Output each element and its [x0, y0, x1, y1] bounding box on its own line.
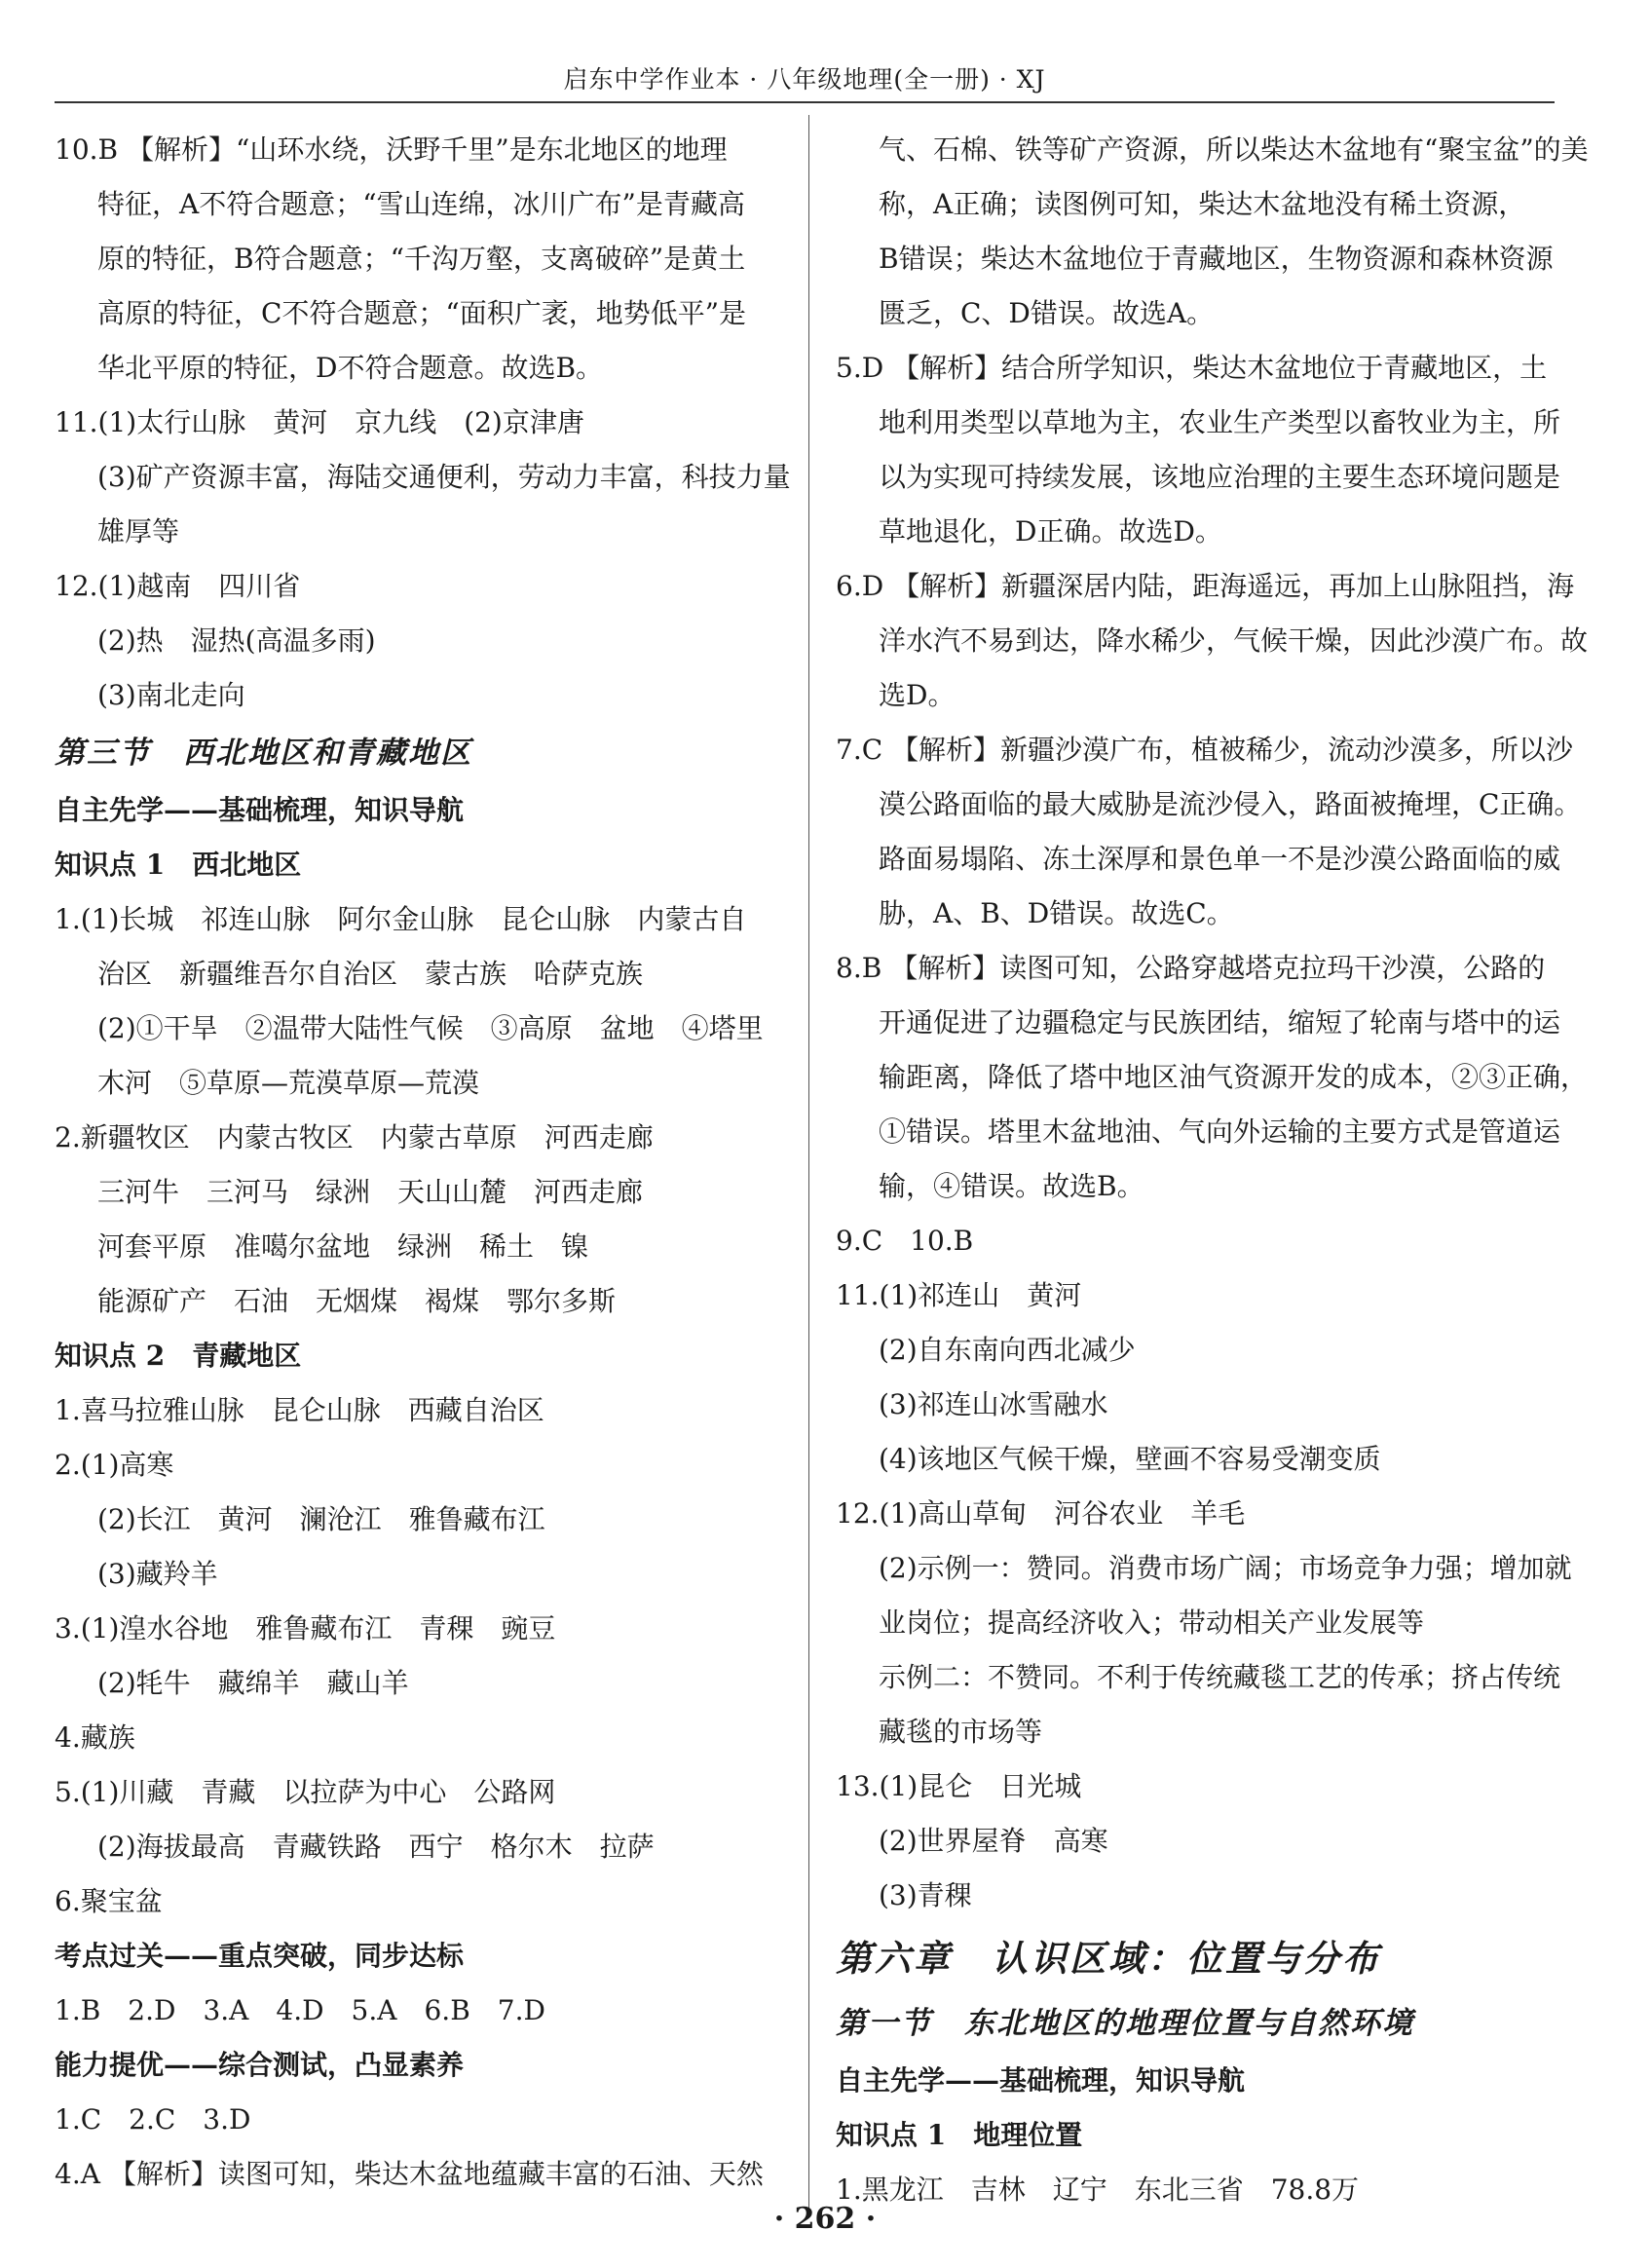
text-line: 木河 ⑤草原—荒漠草原—荒漠: [97, 1067, 480, 1099]
text-line: 开通促进了边疆稳定与民族团结，缩短了轮南与塔中的运: [879, 1006, 1561, 1039]
text-line: (3)祁连山冰雪融水: [879, 1388, 1108, 1420]
subsection-heading: 知识点 1 地理位置: [836, 2119, 1083, 2151]
text-line: 能源矿产 石油 无烟煤 褐煤 鄂尔多斯: [97, 1285, 617, 1317]
text-line: (2)自东南向西北减少: [879, 1334, 1136, 1366]
text-line: 洋水汽不易到达，降水稀少，气候干燥，因此沙漠广布。故: [879, 624, 1589, 657]
left-column: [55, 123, 791, 2202]
text-line: (3)南北走向: [97, 679, 245, 711]
section-heading: 第一节 东北地区的地理位置与自然环境: [836, 2006, 1414, 2041]
text-line: 示例二：不赞同。不利于传统藏毯工艺的传承；挤占传统: [879, 1661, 1561, 1693]
text-line: 胁，A、B、D错误。故选C。: [879, 897, 1234, 929]
text-line: (3)青稞: [879, 1879, 972, 1911]
text-line: 11.(1)祁连山 黄河: [836, 1279, 1082, 1311]
text-line: 华北平原的特征，D不符合题意。故选B。: [97, 352, 604, 384]
text-line: 地利用类型以草地为主，农业生产类型以畜牧业为主，所: [879, 406, 1561, 438]
text-line: (2)示例一：赞同。消费市场广阔；市场竞争力强；增加就: [879, 1552, 1572, 1584]
text-line: (2)热 湿热(高温多雨): [97, 624, 376, 657]
header-rule: [55, 101, 1555, 103]
text-line: (2)长江 黄河 澜沧江 雅鲁藏布江: [97, 1503, 545, 1535]
text-line: (2)牦牛 藏绵羊 藏山羊: [97, 1667, 409, 1699]
text-line: 1.B 2.D 3.A 4.D 5.A 6.B 7.D: [55, 1994, 545, 2026]
text-line: 13.(1)昆仑 日光城: [836, 1770, 1082, 1802]
text-line: 原的特征，B符合题意；“千沟万壑，支离破碎”是黄土: [97, 243, 746, 275]
text-line: 漠公路面临的最大威胁是流沙侵入，路面被掩埋，C正确。: [879, 788, 1582, 820]
text-line: 6.聚宝盆: [55, 1885, 163, 1917]
text-line: 12.(1)高山草甸 河谷农业 羊毛: [836, 1497, 1246, 1530]
subsection-heading: 自主先学——基础梳理，知识导航: [836, 2064, 1246, 2097]
text-line: 气、石棉、铁等矿产资源，所以柴达木盆地有“聚宝盆”的美: [879, 133, 1589, 166]
subsection-heading: 知识点 2 青藏地区: [55, 1340, 302, 1372]
running-header: 启东中学作业本 · 八年级地理(全一册) · XJ: [563, 65, 1046, 94]
text-line: 业岗位；提高经济收入；带动相关产业发展等: [879, 1606, 1425, 1639]
subsection-heading: 考点过关——重点突破，同步达标: [55, 1940, 465, 1972]
section-heading: 第三节 西北地区和青藏地区: [55, 736, 472, 771]
text-line: (4)该地区气候干燥，壁画不容易受潮变质: [879, 1443, 1381, 1475]
text-line: 12.(1)越南 四川省: [55, 570, 301, 602]
text-line: 10.B 【解析】“山环水绕，沃野千里”是东北地区的地理: [55, 133, 728, 166]
subsection-heading: 能力提优——综合测试，凸显素养: [55, 2049, 465, 2081]
text-line: 输，④错误。故选B。: [879, 1170, 1144, 1202]
right-column: [836, 123, 1589, 2217]
text-line: (3)藏羚羊: [97, 1558, 218, 1590]
text-line: 称，A正确；读图例可知，柴达木盆地没有稀土资源，: [879, 188, 1526, 220]
text-line: 2.(1)高寒: [55, 1449, 174, 1481]
text-line: 选D。: [879, 679, 956, 711]
text-line: 高原的特征，C不符合题意；“面积广袤，地势低平”是: [97, 297, 747, 329]
text-line: 11.(1)太行山脉 黄河 京九线 (2)京津唐: [55, 406, 584, 438]
text-line: 草地退化，D正确。故选D。: [879, 515, 1222, 548]
subsection-heading: 知识点 1 西北地区: [55, 849, 302, 881]
text-line: 2.新疆牧区 内蒙古牧区 内蒙古草原 河西走廊: [55, 1121, 654, 1153]
text-line: 路面易塌陷、冻土深厚和景色单一不是沙漠公路面临的威: [879, 843, 1561, 875]
text-line: (2)①干旱 ②温带大陆性气候 ③高原 盆地 ④塔里: [97, 1012, 764, 1044]
text-line: B错误；柴达木盆地位于青藏地区，生物资源和森林资源: [879, 243, 1554, 275]
text-line: 治区 新疆维吾尔自治区 蒙古族 哈萨克族: [97, 958, 644, 990]
text-line: 河套平原 准噶尔盆地 绿洲 稀土 镍: [97, 1230, 589, 1263]
text-line: 4.藏族: [55, 1721, 135, 1754]
text-line: 9.C 10.B: [836, 1225, 974, 1257]
text-line: 藏毯的市场等: [879, 1716, 1043, 1748]
text-line: 特征，A不符合题意；“雪山连绵，冰川广布”是青藏高: [97, 188, 745, 220]
text-line: 雄厚等: [97, 515, 180, 548]
text-line: (3)矿产资源丰富，海陆交通便利，劳动力丰富，科技力量: [97, 461, 791, 493]
column-divider: [808, 115, 809, 2210]
text-line: 5.(1)川藏 青藏 以拉萨为中心 公路网: [55, 1776, 556, 1808]
text-line: 3.(1)湟水谷地 雅鲁藏布江 青稞 豌豆: [55, 1612, 556, 1644]
text-line: 4.A 【解析】读图可知，柴达木盆地蕴藏丰富的石油、天然: [55, 2158, 764, 2190]
text-line: (2)世界屋脊 高寒: [879, 1825, 1108, 1857]
text-line: (2)海拔最高 青藏铁路 西宁 格尔木 拉萨: [97, 1831, 655, 1863]
text-line: 1.(1)长城 祁连山脉 阿尔金山脉 昆仑山脉 内蒙古自: [55, 903, 747, 935]
text-line: 匮乏，C、D错误。故选A。: [879, 297, 1215, 329]
page-number: · 262 ·: [773, 2202, 877, 2236]
text-line: 1.喜马拉雅山脉 昆仑山脉 西藏自治区: [55, 1394, 544, 1426]
chapter-heading: 第六章 认识区域：位置与分布: [836, 1937, 1381, 1980]
text-line: 三河牛 三河马 绿洲 天山山麓 河西走廊: [97, 1176, 644, 1208]
text-line: 6.D 【解析】新疆深居内陆，距海遥远，再加上山脉阻挡，海: [836, 570, 1575, 602]
text-line: 5.D 【解析】结合所学知识，柴达木盆地位于青藏地区，土: [836, 352, 1548, 384]
text-line: 1.C 2.C 3.D: [55, 2103, 251, 2136]
text-line: 以为实现可持续发展，该地应治理的主要生态环境问题是: [879, 461, 1561, 493]
text-line: 7.C 【解析】新疆沙漠广布，植被稀少，流动沙漠多，所以沙: [836, 734, 1574, 766]
text-line: 8.B 【解析】读图可知，公路穿越塔克拉玛干沙漠，公路的: [836, 952, 1546, 984]
text-line: 1.黑龙江 吉林 辽宁 东北三省 78.8万: [836, 2174, 1360, 2206]
subsection-heading: 自主先学——基础梳理，知识导航: [55, 794, 465, 826]
text-line: ①错误。塔里木盆地油、气向外运输的主要方式是管道运: [879, 1115, 1561, 1148]
text-line: 输距离，降低了塔中地区油气资源开发的成本，②③正确，: [879, 1061, 1589, 1093]
